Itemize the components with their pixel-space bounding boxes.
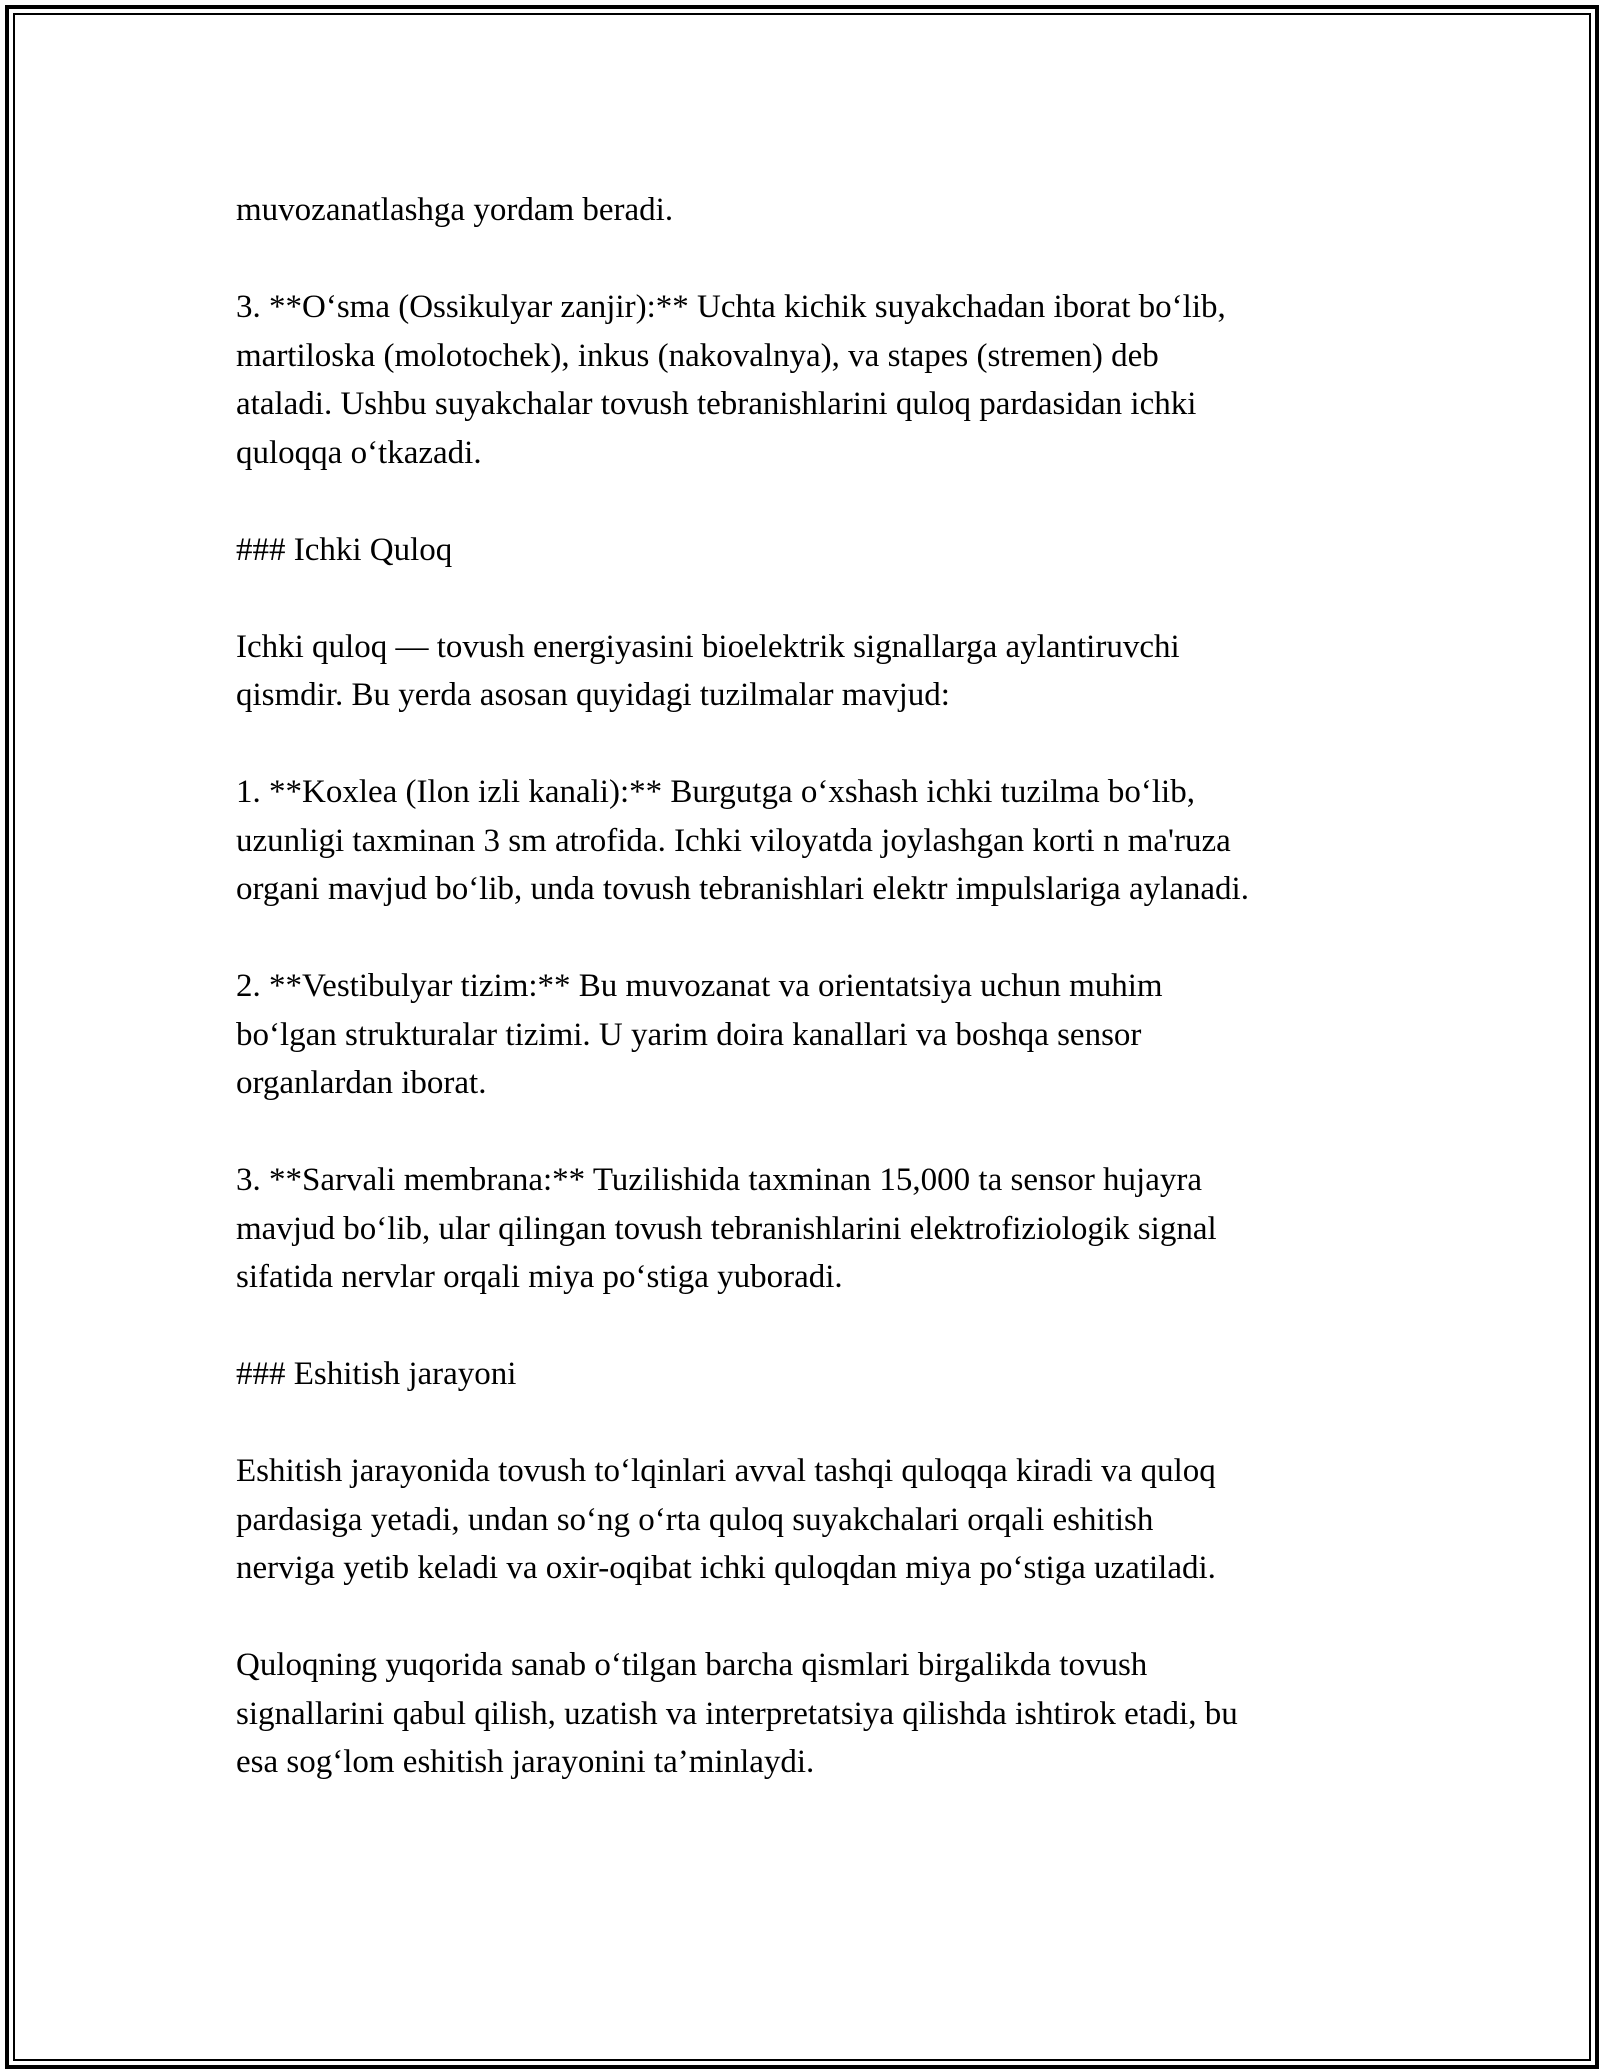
document-body bbox=[236, 186, 1396, 1835]
list-item-membrane bbox=[236, 1156, 1396, 1302]
heading-text: ### Eshitish jarayoni bbox=[236, 1356, 517, 1392]
text-line: qismdir. Bu yerda asosan quyidagi tuzilmalar mavjud: bbox=[236, 677, 950, 713]
text-line: martiloska (molotochek), inkus (nakovalnya), va stapes (stremen) deb bbox=[236, 337, 1159, 374]
list-item-cochlea bbox=[236, 768, 1396, 914]
text-line: nerviga yetib keladi va oxir-oqibat ichki quloqdan miya po‘stiga uzatiladi. bbox=[236, 1550, 1216, 1586]
text-line: organlardan iborat. bbox=[236, 1065, 487, 1101]
paragraph-conclusion bbox=[236, 1641, 1396, 1787]
text-line: esa sog‘lom eshitish jarayonini ta’minlaydi. bbox=[236, 1744, 815, 1780]
text-line: pardasiga yetadi, undan so‘ng o‘rta quloq suyakchalari orqali eshitish bbox=[236, 1501, 1154, 1538]
text-line: signallarini qabul qilish, uzatish va interpretatsiya qilishda ishtirok etadi, bu bbox=[236, 1695, 1238, 1732]
text-line: Ichki quloq — tovush energiyasini bioelektrik signallarga aylantiruvchi bbox=[236, 628, 1180, 665]
heading-inner-ear bbox=[236, 526, 1396, 575]
paragraph-continuation bbox=[236, 186, 1396, 235]
text-line: 1. **Koxlea (Ilon izli kanali):** Burgutga o‘xshash ichki tuzilma bo‘lib, bbox=[236, 774, 1195, 810]
text-line: muvozanatlashga yordam beradi. bbox=[236, 192, 674, 228]
text-line: 3. **Sarvali membrana:** Tuzilishida taxminan 15,000 ta sensor hujayra bbox=[236, 1162, 1203, 1198]
paragraph-inner-ear-intro bbox=[236, 623, 1396, 720]
text-line: bo‘lgan strukturalar tizimi. U yarim doira kanallari va boshqa sensor bbox=[236, 1016, 1142, 1053]
text-line: 3. **O‘sma (Ossikulyar zanjir):** Uchta kichik suyakchadan iborat bo‘lib, bbox=[236, 289, 1226, 325]
paragraph-hearing-process bbox=[236, 1447, 1396, 1593]
list-item-vestibular bbox=[236, 962, 1396, 1108]
text-line: sifatida nervlar orqali miya po‘stiga yuboradi. bbox=[236, 1259, 843, 1295]
text-line: quloqqa o‘tkazadi. bbox=[236, 434, 482, 471]
text-line: uzunligi taxminan 3 sm atrofida. Ichki viloyatda joylashgan korti n ma'ruza bbox=[236, 822, 1231, 859]
text-line: mavjud bo‘lib, ular qilingan tovush tebranishlarini elektrofiziologik signal bbox=[236, 1210, 1217, 1247]
text-line: Quloqning yuqorida sanab o‘tilgan barcha qismlari birgalikda tovush bbox=[236, 1647, 1148, 1683]
text-line: ataladi. Ushbu suyakchalar tovush tebranishlarini quloq pardasidan ichki bbox=[236, 386, 1197, 422]
text-line: Eshitish jarayonida tovush to‘lqinlari avval tashqi quloqqa kiradi va quloq bbox=[236, 1453, 1216, 1489]
text-line: organi mavjud bo‘lib, unda tovush tebranishlari elektr impulslariga aylanadi. bbox=[236, 871, 1249, 907]
list-item-ossicular-chain bbox=[236, 283, 1396, 477]
heading-text: ### Ichki Quloq bbox=[236, 531, 453, 568]
heading-hearing-process bbox=[236, 1350, 1396, 1399]
text-line: 2. **Vestibulyar tizim:** Bu muvozanat va orientatsiya uchun muhim bbox=[236, 968, 1163, 1004]
